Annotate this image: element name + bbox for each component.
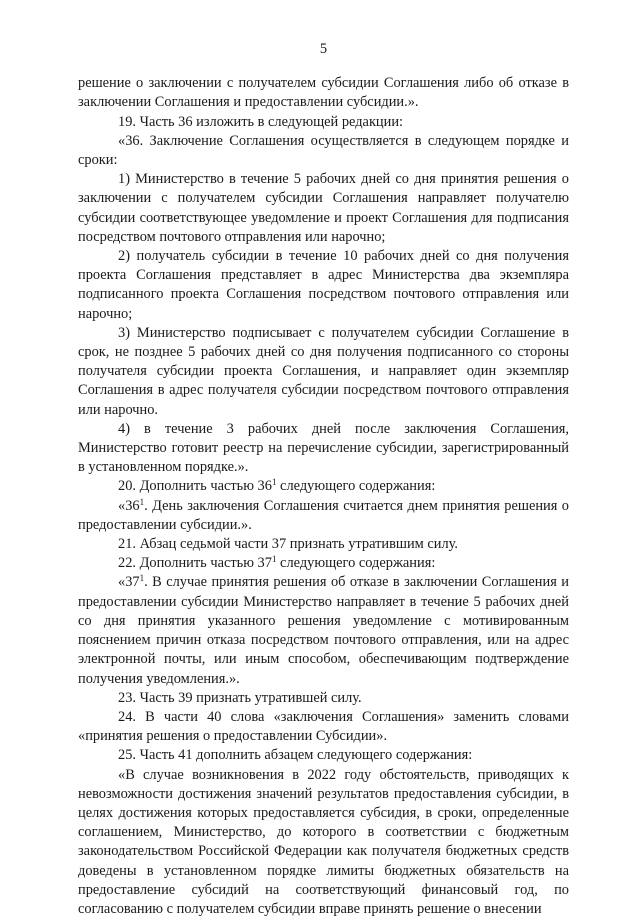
paragraph: 21. Абзац седьмой части 37 признать утратившим силу. (118, 536, 458, 553)
paragraph: решение о заключении с получателем субсидии Соглашения либо об отказе в заключении Соглашения и предоставлении субсидии.». (78, 75, 569, 111)
paragraph: «36. Заключение Соглашения осуществляется в следующем порядке и сроки: (78, 132, 569, 169)
paragraph: 23. Часть 39 признать утратившей силу. (118, 689, 362, 706)
paragraph: 1) Министерство в течение 5 рабочих дней со дня принятия решения о заключении с получателем субсидии Соглашения направляет получателю субсидии соответствующее уведомление и проект Соглашения для подписания посредством почтового отправления или нарочно; (78, 171, 569, 245)
document-body (78, 74, 569, 919)
paragraph: 19. Часть 36 изложить в следующей редакции: (118, 113, 404, 130)
superscript: 1 (139, 573, 145, 584)
superscript: 1 (271, 554, 277, 565)
paragraph (78, 497, 569, 535)
paragraph-text: 20. Дополнить частью 36 (118, 478, 272, 495)
paragraph: 3) Министерство подписывает с получателем субсидии Соглашение в срок, не позднее 5 рабочих дней со дня получения подписанного со стороны получателя субсидии проекта Соглашения, и направляет один экземпляр Соглашения в адрес получателя субсидии посредством почтового отправления или нарочно. (78, 324, 569, 418)
superscript: 1 (139, 496, 145, 507)
paragraph: «В случае возникновения в 2022 году обстоятельств, приводящих к невозможности достижения значений результатов предоставления субсидии, в целях достижения которых предоставляется субсидия, в сроки, определенные соглашением, Министерство, до которого в соответствии с бюджетным законодательством Российской Федерации как получателя бюджетных средств доведены в установленном порядке лимиты бюджетных обязательств на предоставление субсидий на соответствующий финансовый год, по согласованию с получателем субсидии вправе принять решение о внесении (78, 766, 569, 917)
paragraph-text: следующего содержания: (276, 478, 436, 495)
paragraph: 2) получатель субсидии в течение 10 рабочих дней со дня получения проекта Соглашения представляет в адрес Министерства два экземпляра подписанного проекта Соглашения посредством почтового отправления или нарочно; (78, 248, 569, 322)
paragraph-text: следующего содержания: (276, 555, 436, 572)
paragraph: 24. В части 40 слова «заключения Соглашения» заменить словами «принятия решения о предоставлении Субсидии». (78, 708, 569, 745)
paragraph (78, 573, 569, 688)
paragraph: 25. Часть 41 дополнить абзацем следующего содержания: (118, 747, 473, 764)
paragraph (78, 554, 569, 573)
paragraph (78, 477, 569, 496)
superscript: 1 (271, 477, 277, 488)
paragraph-text: . День заключения Соглашения считается днем принятия решения о предоставлении субсидии.». (78, 497, 569, 533)
page-number: 5 (319, 41, 328, 57)
paragraph-text: . В случае принятия решения об отказе в заключении Соглашения и предоставлении субсидии Министерство направляет в течение 5 рабочих дней со дня принятия указанного решения уведомление с мотивированным пояснением причин отказа посредством почтового отправления, или на адрес электронной почты, или иным способом, обеспечивающим подтверждение получения уведомления.». (78, 574, 569, 687)
paragraph-text: «37 (118, 574, 140, 591)
paragraph-text: 22. Дополнить частью 37 (118, 555, 272, 572)
paragraph-text: «36 (118, 497, 140, 514)
paragraph: 4) в течение 3 рабочих дней после заключения Соглашения, Министерство готовит реестр на перечисление субсидии, зарегистрированный в установленном порядке.». (78, 420, 569, 476)
